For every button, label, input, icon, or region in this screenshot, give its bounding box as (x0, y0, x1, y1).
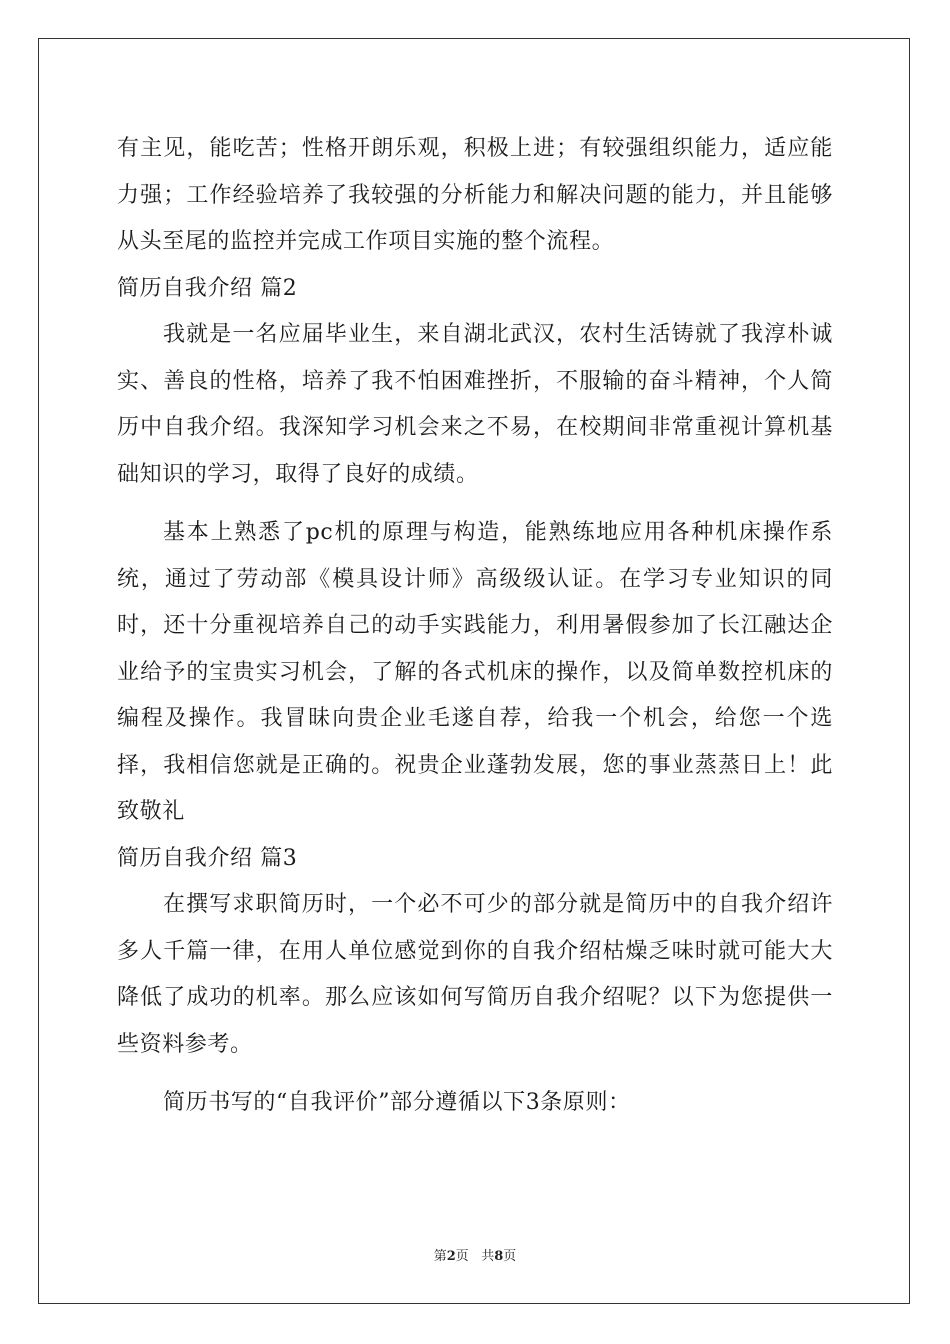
paragraph-principles: 简历书写的“自我评价”部分遵循以下3条原则： (163, 1090, 631, 1115)
total-pages: 8 (494, 1249, 504, 1264)
page-number: 2 (446, 1249, 456, 1264)
section-heading-2: 简历自我介绍 篇2 (117, 275, 298, 301)
page-suffix: 页 (455, 1249, 469, 1264)
section-heading-3: 简历自我介绍 篇3 (117, 845, 298, 871)
paragraph-skills: 基本上熟悉了pc机的原理与构造，能熟练地应用各种机床操作系统，通过了劳动部《模具设计师》高级级认证。在学习专业知识的同时，还十分重视培养自己的动手实践能力，利用暑假参加了长江融达企业给予的宝贵实习机会，了解的各式机床的操作，以及简单数控机床的编程及操作。我冒昧向贵企业毛遂自荐，给我一个机会，给您一个选择，我相信您就是正确的。祝贵企业蓬勃发展，您的事业蒸蒸日上！此致敬礼 (117, 520, 833, 824)
page-footer (0, 1245, 950, 1264)
page-prefix: 第 (433, 1249, 447, 1264)
document-body (117, 126, 833, 1127)
paragraph-intro-2: 我就是一名应届毕业生，来自湖北武汉，农村生活铸就了我淳朴诚实、善良的性格，培养了我不怕困难挫折，不服输的奋斗精神，个人简历中自我介绍。我深知学习机会来之不易，在校期间非常重视计算机基础知识的学习，取得了良好的成绩。 (117, 322, 833, 487)
total-prefix: 共 (481, 1249, 495, 1264)
total-suffix: 页 (503, 1249, 517, 1264)
paragraph-continuation: 有主见，能吃苦；性格开朗乐观，积极上进；有较强组织能力，适应能力强；工作经验培养了我较强的分析能力和解决问题的能力，并且能够从头至尾的监控并完成工作项目实施的整个流程。 (117, 136, 833, 254)
paragraph-intro-3: 在撰写求职简历时，一个必不可少的部分就是简历中的自我介绍许多人千篇一律，在用人单位感觉到你的自我介绍枯燥乏味时就可能大大降低了成功的机率。那么应该如何写简历自我介绍呢？以下为您提供一些资料参考。 (117, 892, 833, 1057)
